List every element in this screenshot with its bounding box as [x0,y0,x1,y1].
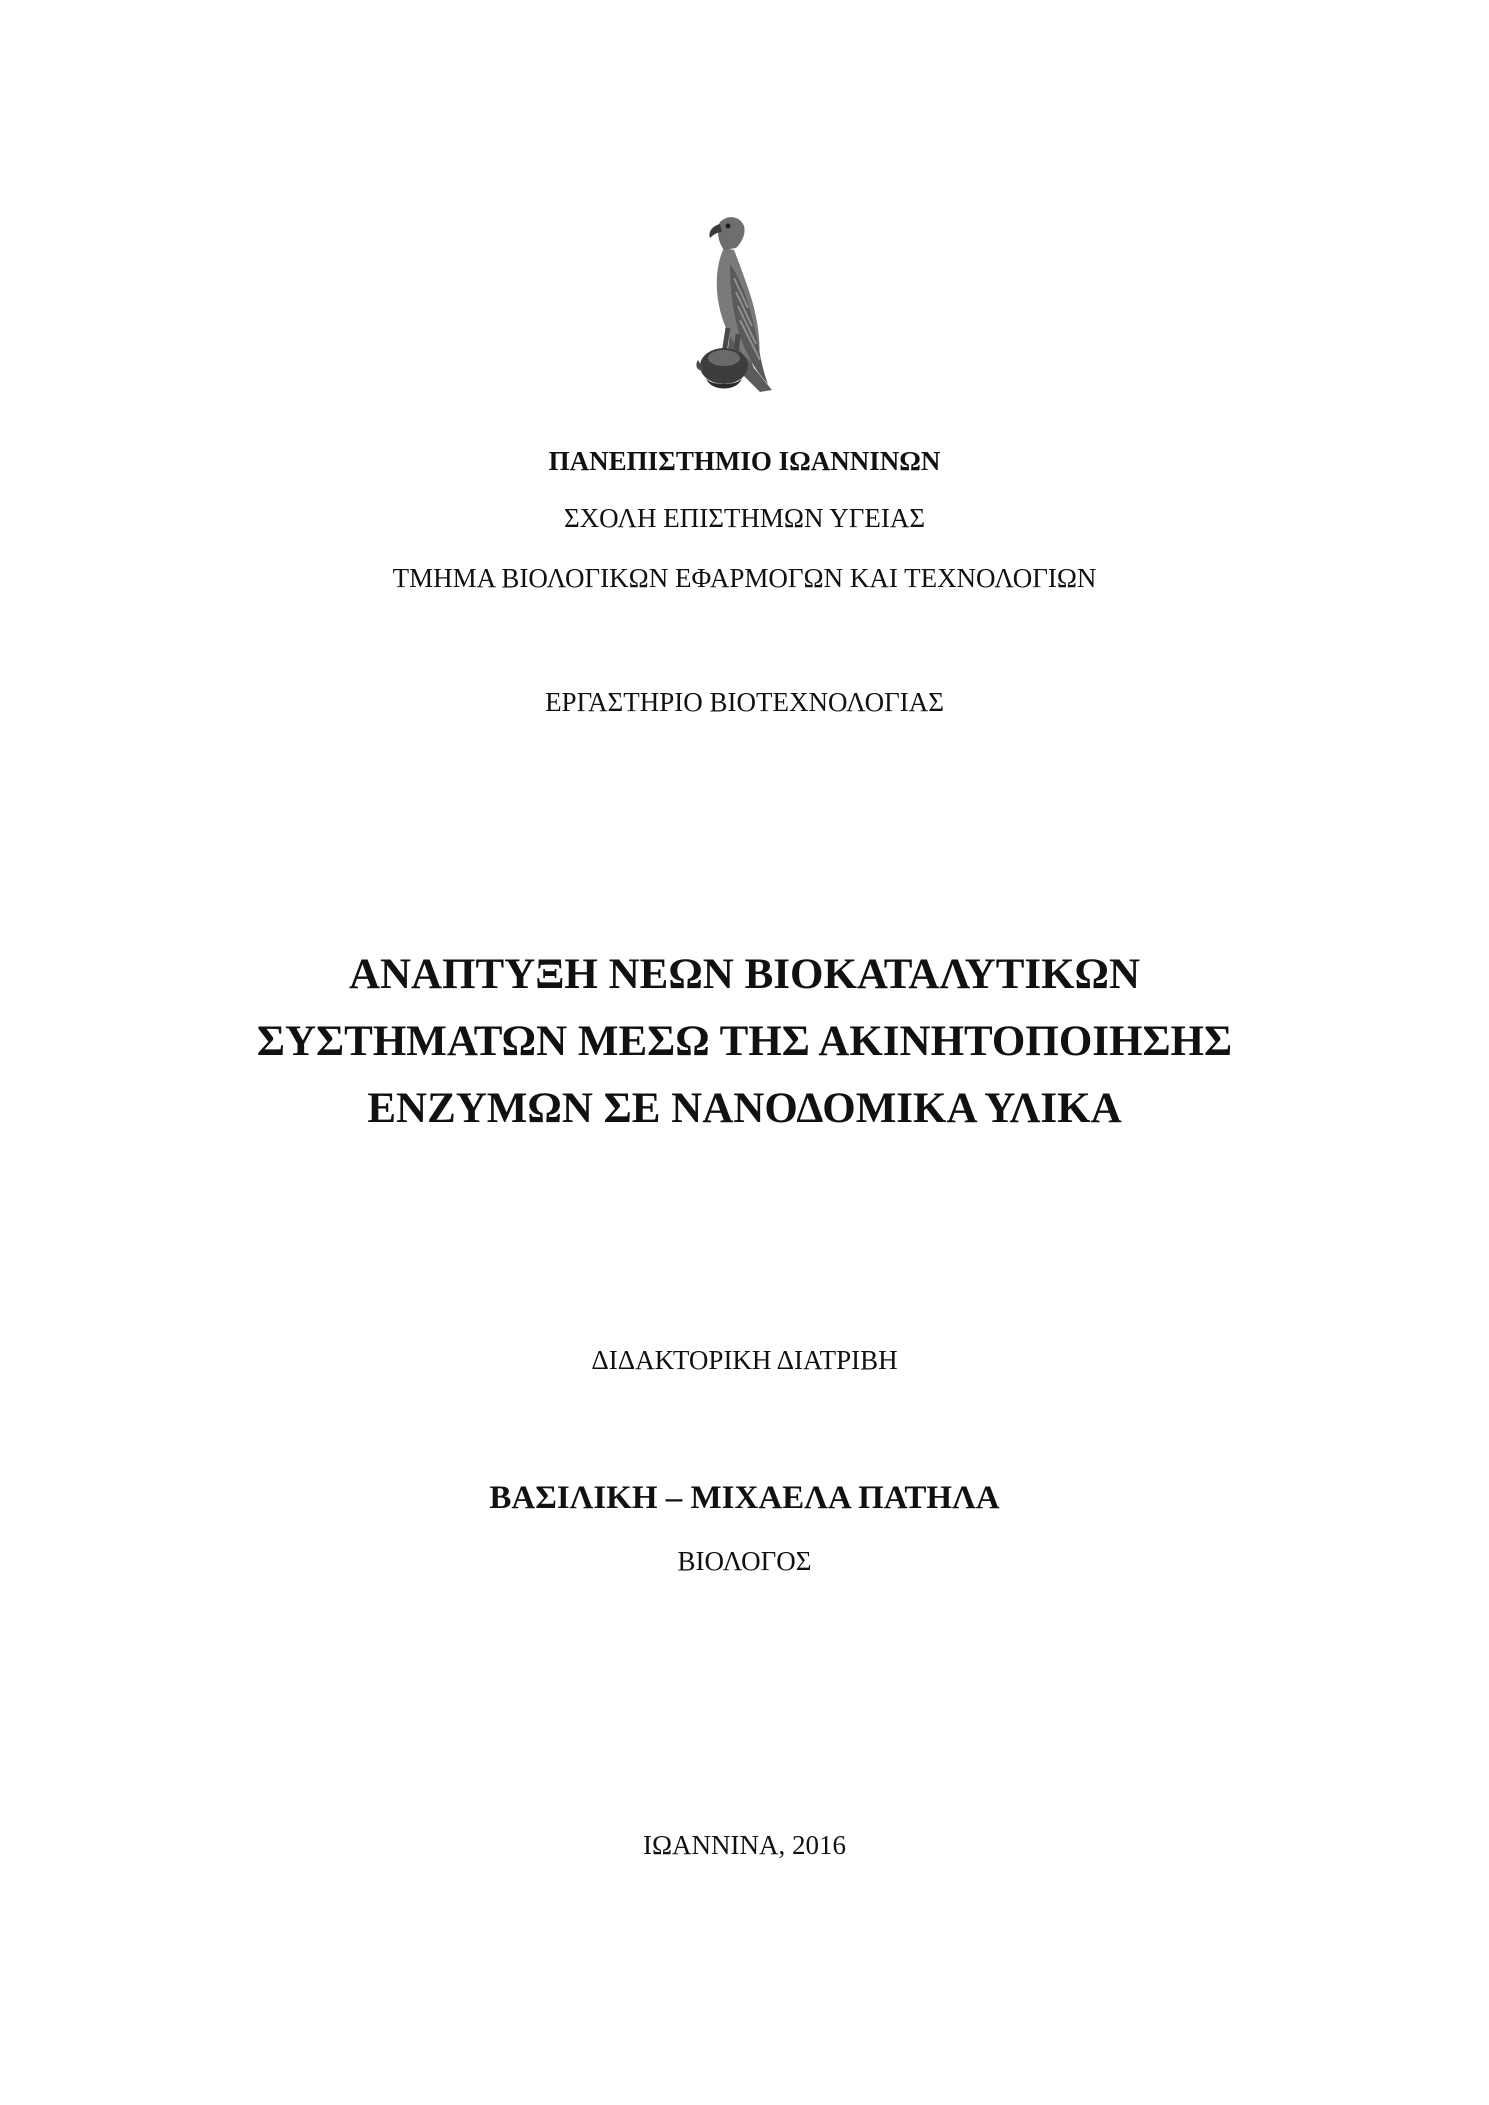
department-name: ΤΜΗΜΑ ΒΙΟΛΟΓΙΚΩΝ ΕΦΑΡΜΟΓΩΝ ΚΑΙ ΤΕΧΝΟΛΟΓΙΩΝ [392,563,1097,593]
university-name: ΠΑΝΕΠΙΣΤΗΜΙΟ ΙΩΑΝΝΙΝΩΝ [548,446,941,476]
school-name: ΣΧΟΛΗ ΕΠΙΣΤΗΜΩΝ ΥΓΕΙΑΣ [563,503,926,533]
laboratory-name: ΕΡΓΑΣΤΗΡΙΟ ΒΙΟΤΕΧΝΟΛΟΓΙΑΣ [545,687,944,717]
document-type: ΔΙΔΑΚΤΟΡΙΚΗ ΔΙΑΤΡΙΒΗ [591,1345,898,1375]
author-name: ΒΑΣΙΛΙΚΗ – ΜΙΧΑΕΛΑ ΠΑΤΗΛΑ [489,1480,1000,1516]
eagle-emblem-icon [684,208,794,403]
thesis-title-line-2: ΣΥΣΤΗΜΑΤΩΝ ΜΕΣΩ ΤΗΣ ΑΚΙΝΗΤΟΠΟΙΗΣΗΣ [256,1018,1233,1065]
place-and-year: ΙΩΑΝΝΙΝΑ, 2016 [642,1830,847,1860]
thesis-title-line-3: ΕΝΖΥΜΩΝ ΣΕ ΝΑΝΟΔΟΜΙΚΑ ΥΛΙΚΑ [367,1085,1122,1132]
author-profession: ΒΙΟΛΟΓΟΣ [677,1546,812,1576]
thesis-title-line-1: ΑΝΑΠΤΥΞΗ ΝΕΩΝ ΒΙΟΚΑΤΑΛΥΤΙΚΩΝ [348,951,1141,998]
